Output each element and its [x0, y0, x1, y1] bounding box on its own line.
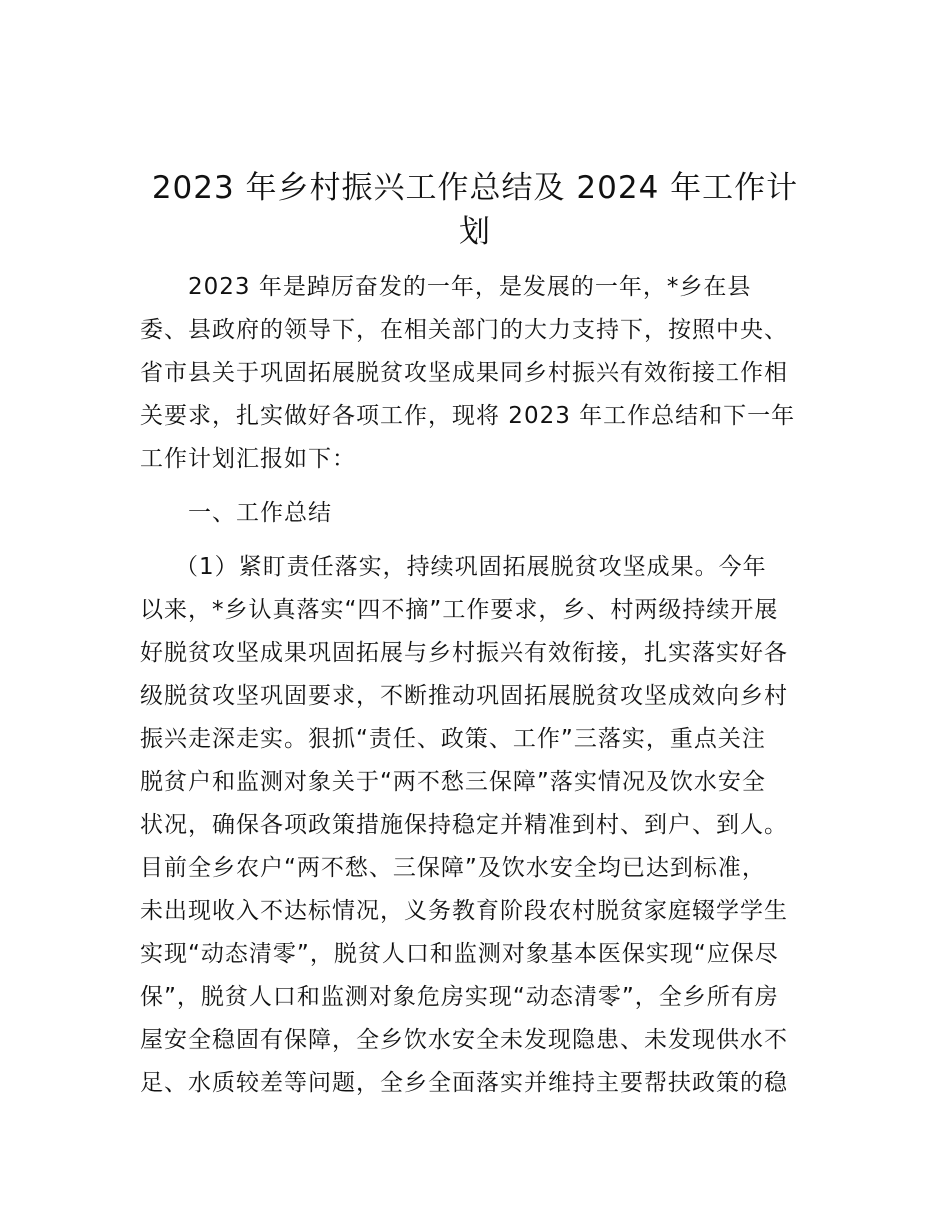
document-title-line-2: 划	[459, 214, 491, 250]
paragraph-line: 屋安全稳固有保障，全乡饮水安全未发现隐患、未发现供水不	[140, 1027, 788, 1053]
paragraph-line: 实现“动态清零”，脱贫人口和监测对象基本医保实现“应保尽	[140, 941, 779, 967]
paragraph-line: 目前全乡农户“两不愁、三保障”及饮水安全均已达到标准，	[140, 855, 766, 881]
paragraph-line: 好脱贫攻坚成果巩固拓展与乡村振兴有效衔接，扎实落实好各	[140, 640, 788, 666]
paragraph-line: 足、水质较差等问题，全乡全面落实并维持主要帮扶政策的稳	[140, 1070, 788, 1096]
paragraph-line: 保”，脱贫人口和监测对象危房实现“动态清零”，全乡所有房	[140, 984, 779, 1010]
paragraph-line: 脱贫户和监测对象关于“两不愁三保障”落实情况及饮水安全	[140, 769, 766, 795]
paragraph-line: 以来，*乡认真落实“四不摘”工作要求，乡、村两级持续开展	[140, 597, 779, 623]
paragraph-line: 未出现收入不达标情况，义务教育阶段农村脱贫家庭辍学学生	[140, 898, 788, 924]
section-heading: 一、工作总结	[188, 500, 332, 526]
paragraph-line: 工作计划汇报如下：	[140, 446, 356, 472]
paragraph-line: 2023 年是踔厉奋发的一年，是发展的一年，*乡在县	[188, 274, 752, 300]
paragraph-line: 关要求，扎实做好各项工作，现将 2023 年工作总结和下一年	[140, 403, 796, 429]
paragraph-line: 级脱贫攻坚巩固要求，不断推动巩固拓展脱贫攻坚成效向乡村	[140, 683, 788, 709]
paragraph-line: 省市县关于巩固拓展脱贫攻坚成果同乡村振兴有效衔接工作相	[140, 360, 788, 386]
paragraph-line: （1）紧盯责任落实，持续巩固拓展脱贫攻坚成果。今年	[175, 554, 767, 580]
paragraph-line: 状况，确保各项政策措施保持稳定并精准到村、到户、到人。	[140, 812, 788, 838]
document-title-line-1: 2023 年乡村振兴工作总结及 2024 年工作计	[151, 170, 799, 206]
paragraph-line: 振兴走深走实。狠抓“责任、政策、工作”三落实，重点关注	[140, 726, 766, 752]
paragraph-line: 委、县政府的领导下，在相关部门的大力支持下，按照中央、	[140, 317, 788, 343]
